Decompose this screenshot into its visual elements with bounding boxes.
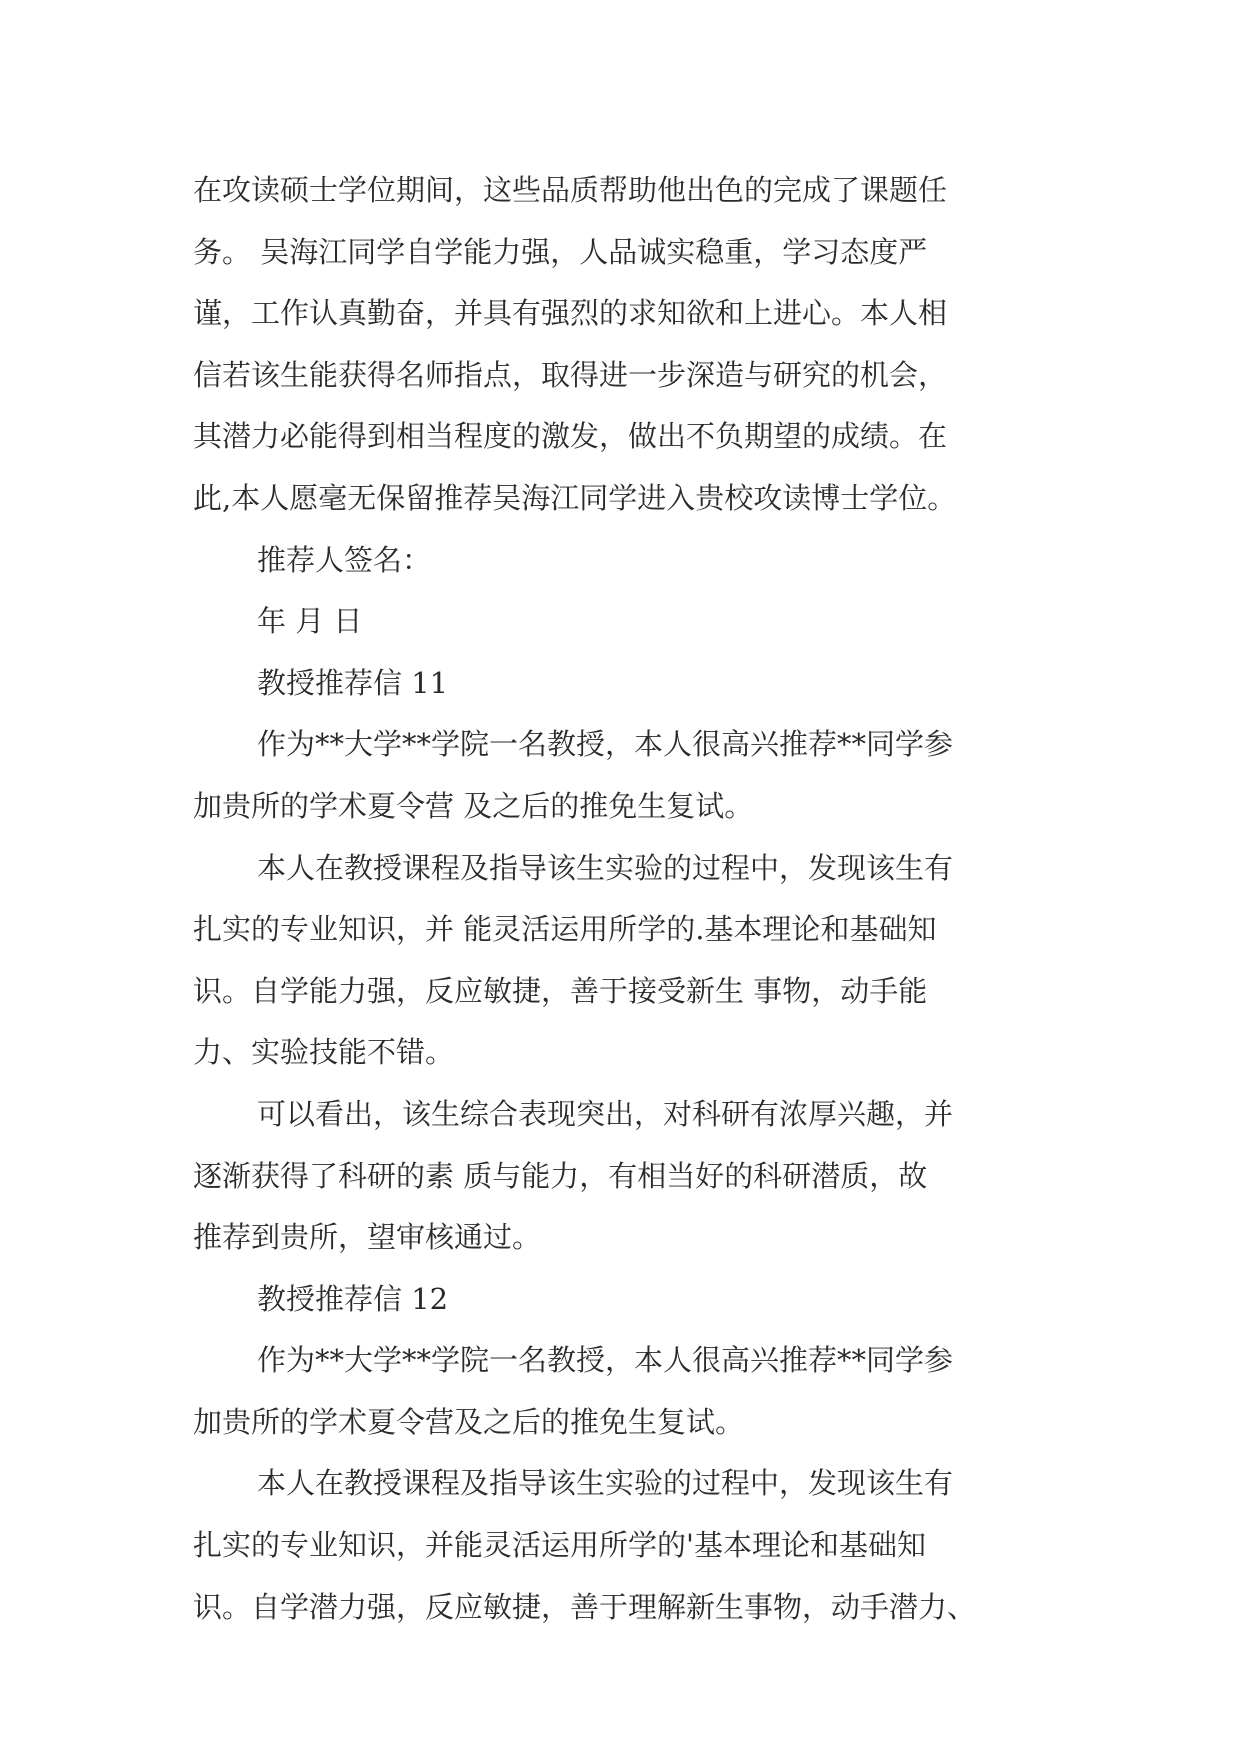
text-line: 作为**大学**学院一名教授，本人很高兴推荐**同学参 xyxy=(257,727,954,762)
text-line: 信若该生能获得名师指点，取得进一步深造与研究的机会， xyxy=(193,357,948,392)
text-line: 教授推荐信 12 xyxy=(257,1281,449,1316)
text-line: 识。自学能力强，反应敏捷，善于接受新生 事物，动手能 xyxy=(193,973,928,1008)
text-line: 作为**大学**学院一名教授，本人很高兴推荐**同学参 xyxy=(257,1343,954,1378)
text-line: 逐渐获得了科研的素 质与能力，有相当好的科研潜质，故 xyxy=(193,1158,928,1193)
document-body xyxy=(193,160,1063,1638)
text-line: 可以看出，该生综合表现突出，对科研有浓厚兴趣，并 xyxy=(257,1096,954,1131)
text-line: 识。自学潜力强，反应敏捷，善于理解新生事物，动手潜力、 xyxy=(193,1589,977,1624)
text-line: 谨，工作认真勤奋，并具有强烈的求知欲和上进心。本人相 xyxy=(193,296,948,331)
text-line: 教授推荐信 11 xyxy=(257,665,449,700)
text-line: 此,本人愿毫无保留推荐吴海江同学进入贵校攻读博士学位。 xyxy=(193,480,957,515)
text-line: 扎实的专业知识，并 能灵活运用所学的.基本理论和基础知 xyxy=(193,912,937,947)
text-line: 加贵所的学术夏令营 及之后的推免生复试。 xyxy=(193,788,754,823)
text-line: 本人在教授课程及指导该生实验的过程中，发现该生有 xyxy=(257,850,954,885)
text-line: 推荐人签名： xyxy=(257,542,432,577)
text-line: 扎实的专业知识，并能灵活运用所学的'基本理论和基础知 xyxy=(193,1528,926,1563)
text-line: 推荐到贵所，望审核通过。 xyxy=(193,1220,542,1255)
text-line: 力、实验技能不错。 xyxy=(193,1035,455,1070)
text-line: 本人在教授课程及指导该生实验的过程中，发现该生有 xyxy=(257,1466,954,1501)
text-line: 务。 吴海江同学自学能力强，人品诚实稳重，学习态度严 xyxy=(193,234,928,269)
text-line: 年 月 日 xyxy=(257,604,363,639)
text-line: 其潜力必能得到相当程度的激发，做出不负期望的成绩。在 xyxy=(193,419,948,454)
text-line: 在攻读硕士学位期间，这些品质帮助他出色的完成了课题任 xyxy=(193,173,948,207)
text-line: 加贵所的学术夏令营及之后的推免生复试。 xyxy=(193,1404,745,1439)
